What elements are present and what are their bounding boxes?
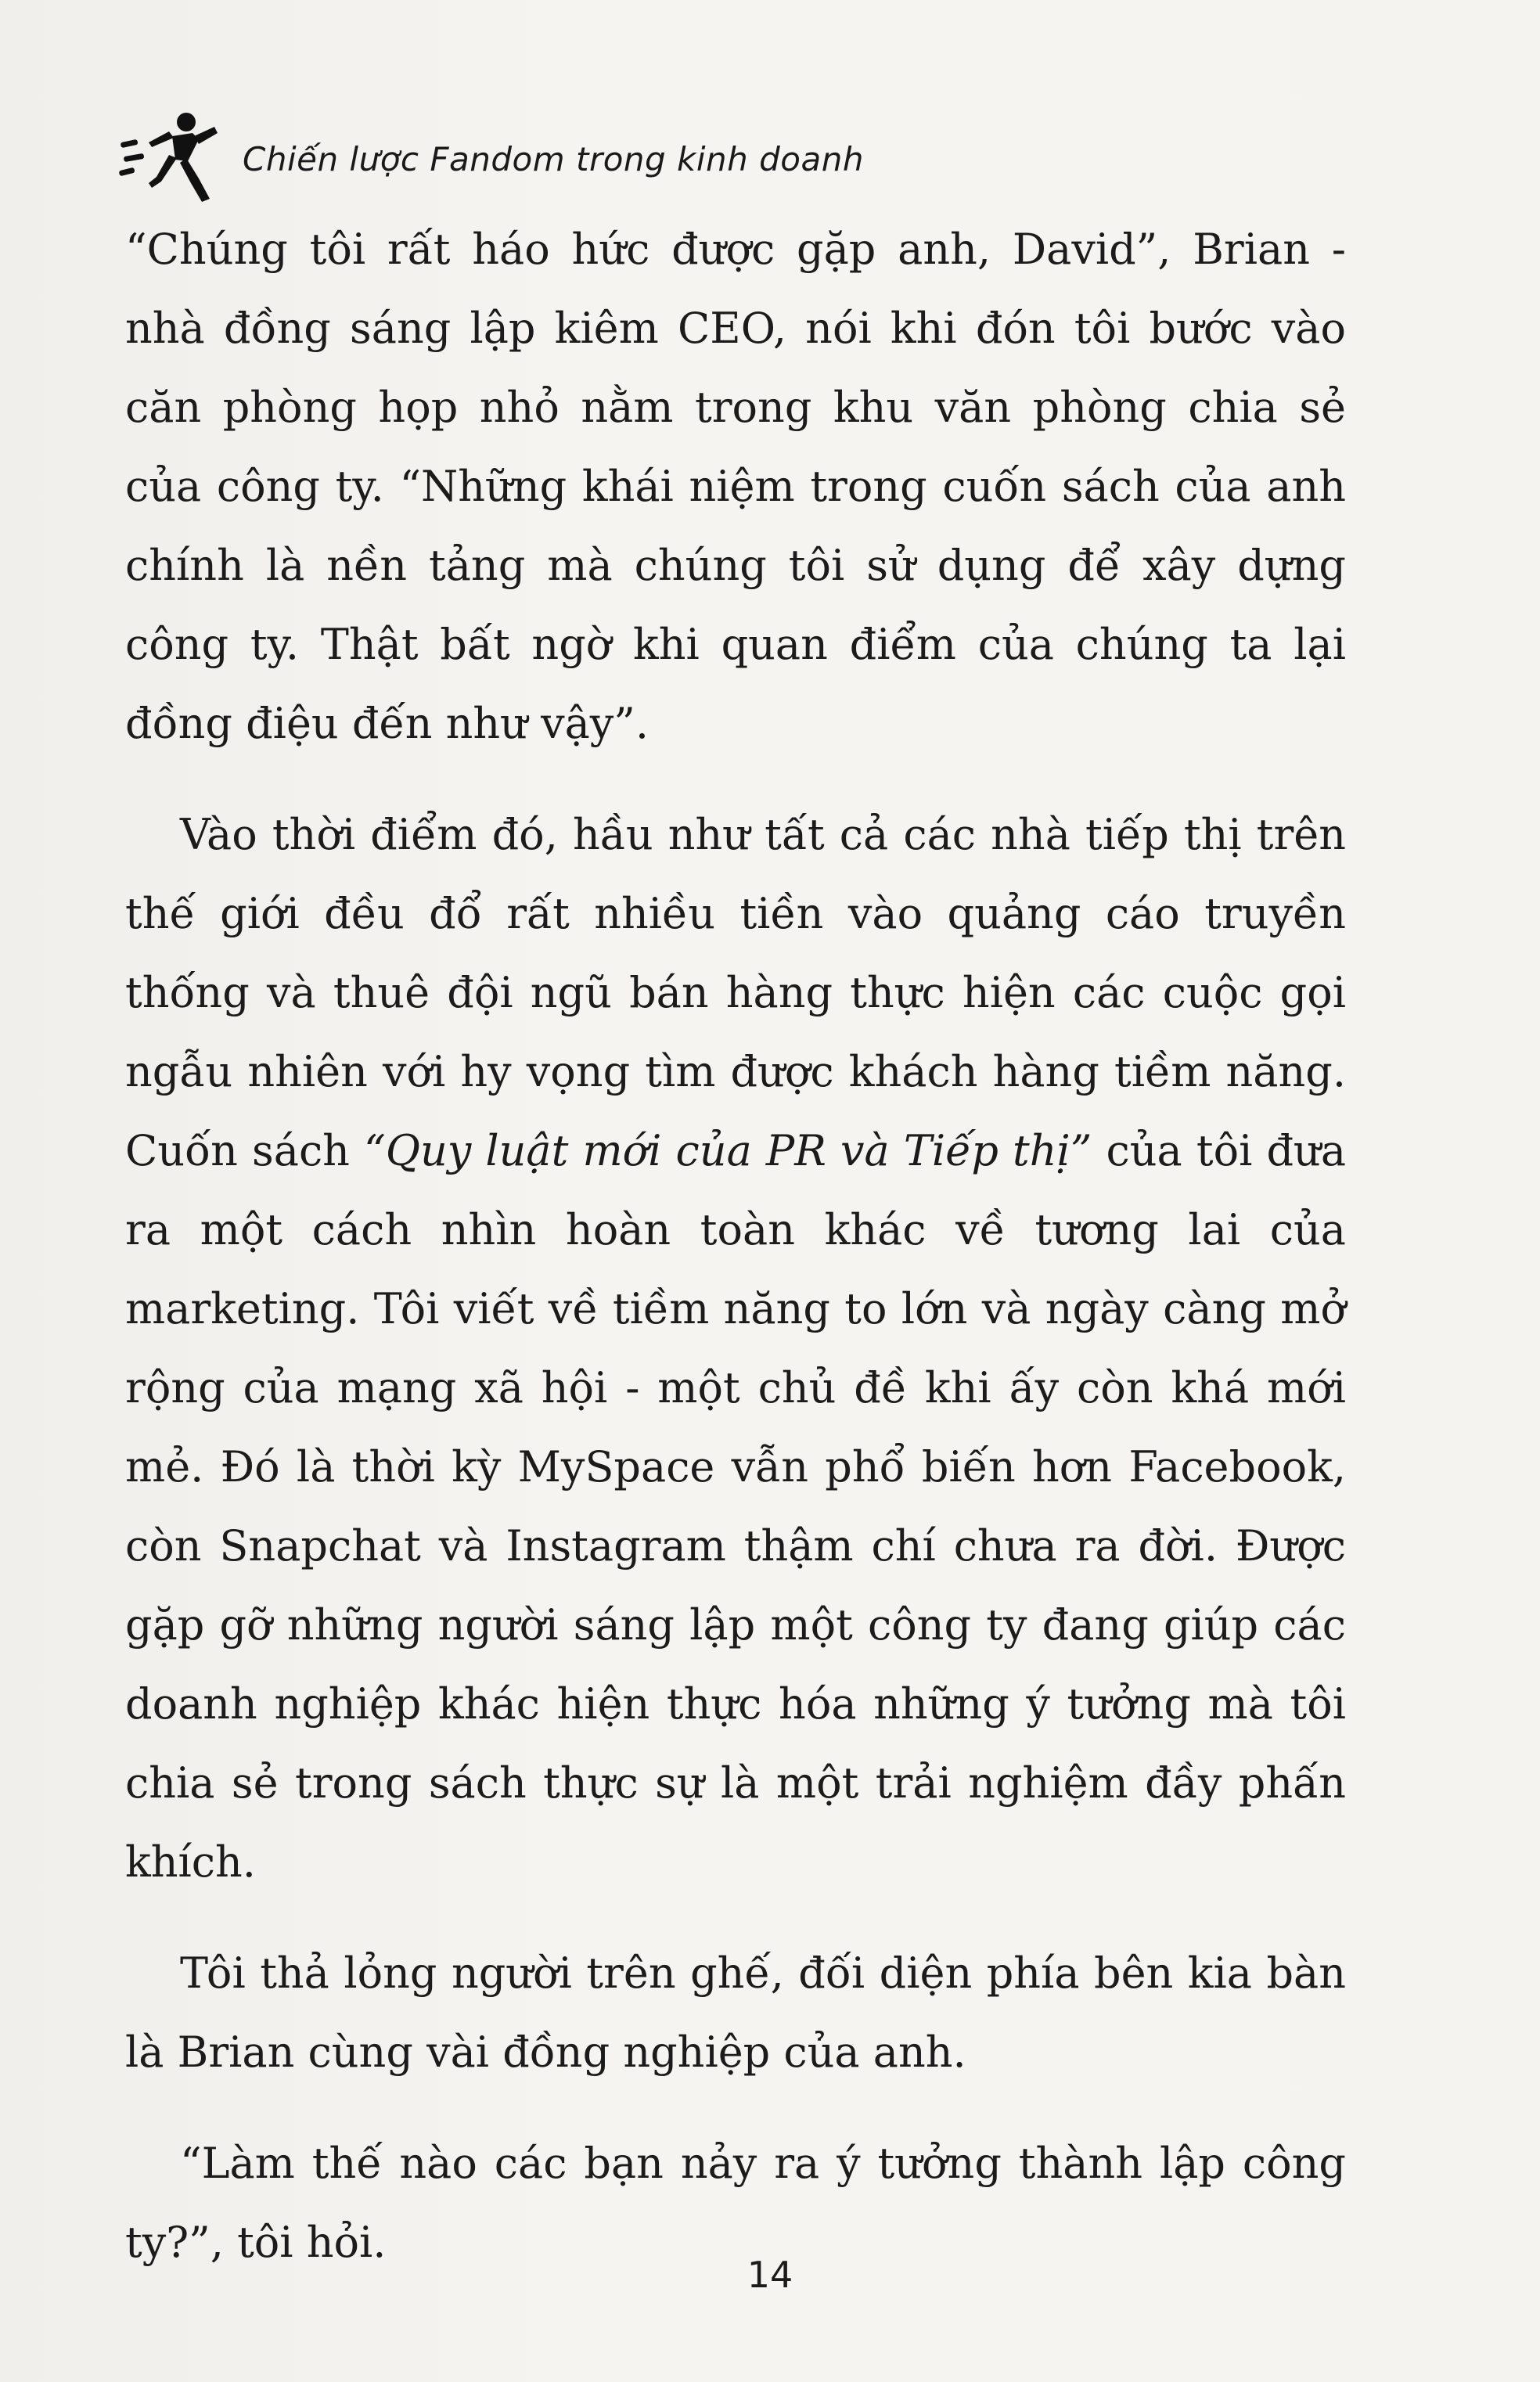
page-header bbox=[117, 110, 864, 203]
book-title: “Quy luật mới của PR và Tiếp thị” bbox=[364, 1126, 1092, 1175]
page-number: 14 bbox=[747, 2254, 793, 2296]
running-head: Chiến lược Fandom trong kinh doanh bbox=[243, 139, 864, 178]
paragraph-4: “Làm thế nào các bạn nảy ra ý tưởng thành lập công ty?”, tôi hỏi. bbox=[125, 2139, 1346, 2267]
paragraph-2 bbox=[125, 795, 1346, 1902]
body-text bbox=[125, 210, 1346, 2314]
paragraph-3: Tôi thả lỏng người trên ghế, đối diện phía bên kia bàn là Brian cùng vài đồng nghiệp của anh. bbox=[125, 1948, 1346, 2077]
paragraph-2-start: Vào thời điểm đó, hầu như tất cả các nhà tiếp thị trên thế giới đều đổ rất nhiều tiền vào quảng cáo truyền thống và thuê đội ngũ bán hàng thực hiện các cuộc gọi ngẫu nhiên với hy vọng tìm được khách hàng tiềm năng. Cuốn sách bbox=[125, 810, 1346, 1175]
paragraph-1: “Chúng tôi rất háo hức được gặp anh, David”, Brian - nhà đồng sáng lập kiêm CEO, nói khi đón tôi bước vào căn phòng họp nhỏ nằm trong khu văn phòng chia sẻ của công ty. “Những khái niệm trong cuốn sách của anh chính là nền tảng mà chúng tôi sử dụng để xây dựng công ty. Thật bất ngờ khi quan điểm của chúng ta lại đồng điệu đến như vậy”. bbox=[125, 225, 1346, 748]
paragraph-2-end: của tôi đưa ra một cách nhìn hoàn toàn khác về tương lai của marketing. Tôi viết về tiềm năng to lớn và ngày càng mở rộng của mạng xã hội - một chủ đề khi ấy còn khá mới mẻ. Đó là thời kỳ MySpace vẫn phổ biến hơn Facebook, còn Snapchat và Instagram thậm chí chưa ra đời. Được gặp gỡ những người sáng lập một công ty đang giúp các doanh nghiệp khác hiện thực hóa những ý tưởng mà tôi chia sẻ trong sách thực sự là một trải nghiệm đầy phấn khích. bbox=[125, 1126, 1347, 1887]
running-figure-icon bbox=[117, 110, 227, 203]
